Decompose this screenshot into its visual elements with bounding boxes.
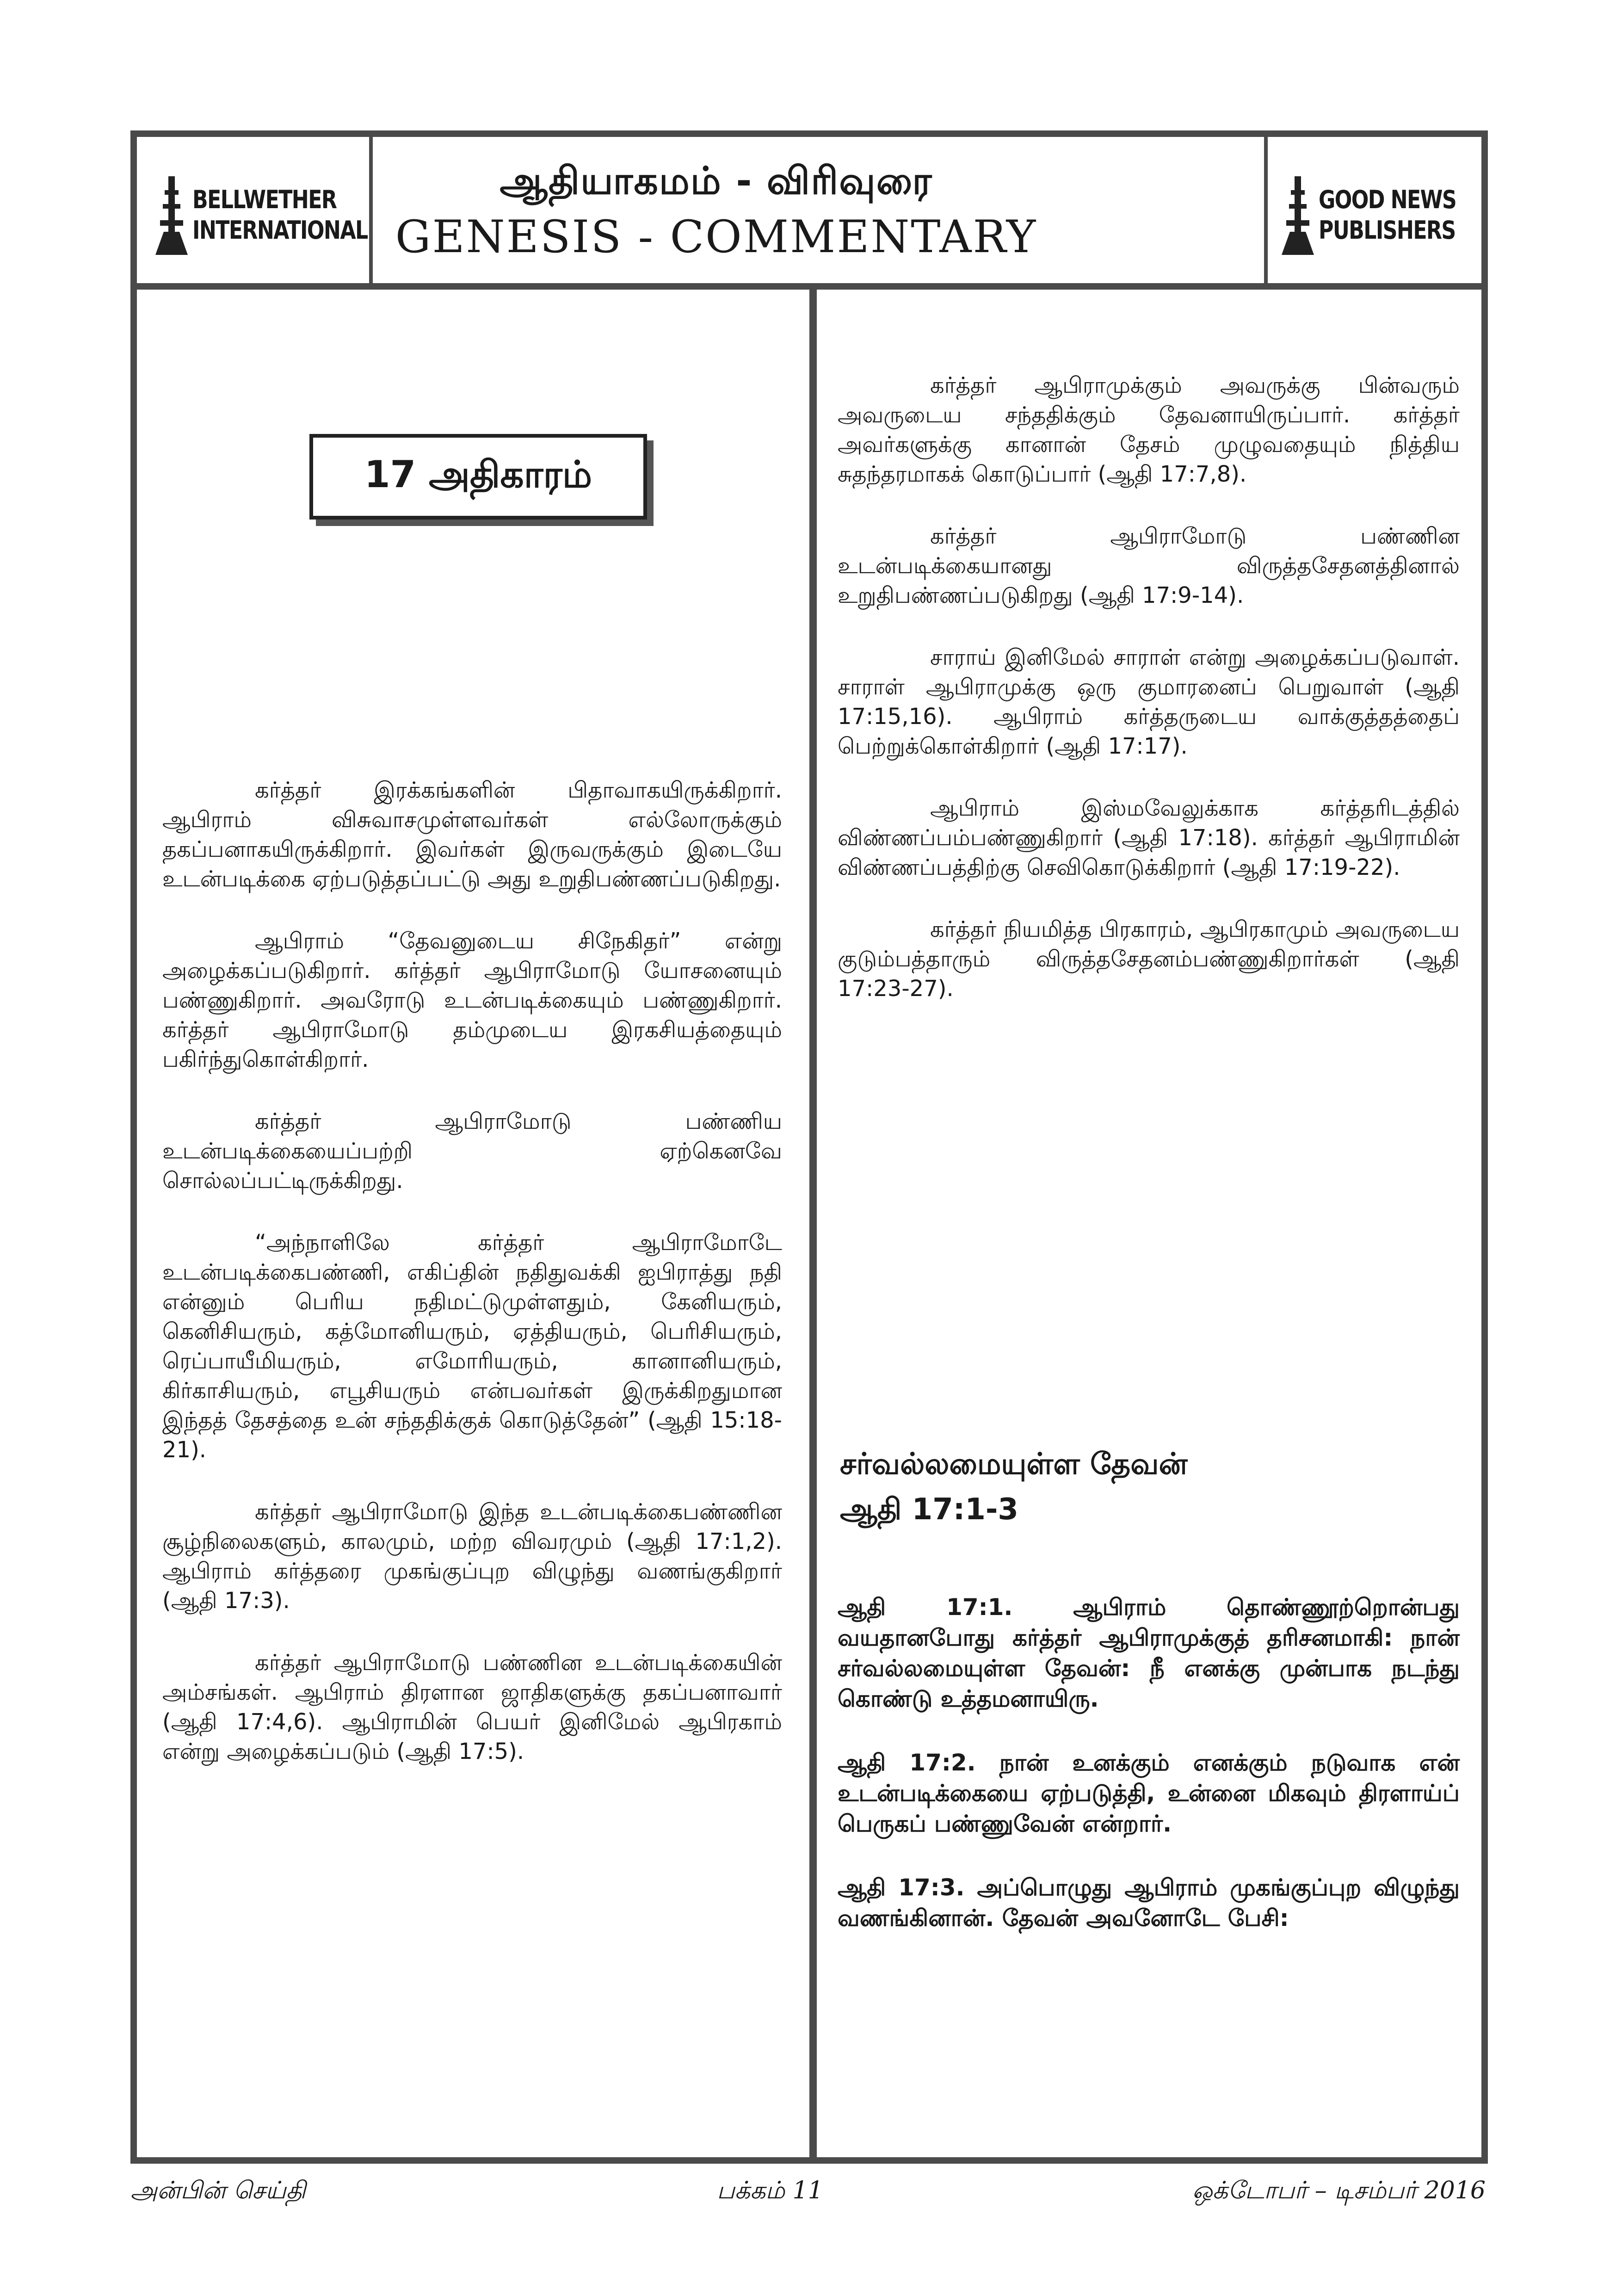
title-english: GENESIS - COMMENTARY xyxy=(395,211,1037,263)
section-heading-line-1: சர்வல்லமையுள்ள தேவன் xyxy=(840,1447,1188,1481)
left-logo-line-2: INTERNATIONAL xyxy=(192,216,368,245)
paragraph: கர்த்தர் ஆபிராமுக்கும் அவருக்கு பின்வரும் அவருடைய சந்ததிக்கும் தேவனாயிருப்பார். கர்த்தர் அவர்களுக்கு கானான் தேசம் முழுவதையும் நித்திய சுதந்தரமாகக் கொடுப்பார் (ஆதி 17:7,8). xyxy=(838,372,1460,487)
tower-icon xyxy=(155,176,188,255)
paragraph: கர்த்தர் நியமித்த பிரகாரம், ஆபிரகாமும் அவருடைய குடும்பத்தாரும் விருத்தசேதனம்பண்ணுகிறார்கள் (ஆதி 17:23-27). xyxy=(838,916,1460,1002)
bellwether-logo xyxy=(155,176,368,255)
footer-magazine: அன்பின் செய்தி xyxy=(130,2177,306,2204)
footer-date: ஒக்டோபர் – டிசம்பர் 2016 xyxy=(1192,2177,1486,2204)
paragraph: கர்த்தர் ஆபிராமோடு பண்ணின உடன்படிக்கையின் அம்சங்கள். ஆபிராம் திரளான ஜாதிகளுக்கு தகப்பனாவார் (ஆதி 17:4,6). ஆபிராமின் பெயர் இனிமேல் ஆபிரகாம் என்று அழைக்கப்படும் (ஆதி 17:5). xyxy=(162,1650,782,1764)
left-logo-line-1: BELLWETHER xyxy=(192,185,337,214)
header xyxy=(137,137,1481,290)
paragraph: ஆபிராம் இஸ்மவேலுக்காக கர்த்தரிடத்தில் விண்ணப்பம்பண்ணுகிறார் (ஆதி 17:18). கர்த்தர் ஆபிராமின் விண்ணப்பத்திற்கு செவிகொடுக்கிறார் (ஆதி 17:19-22). xyxy=(838,795,1460,880)
section-heading-line-2: ஆதி 17:1-3 xyxy=(840,1492,1018,1527)
page-frame xyxy=(130,130,1488,2164)
tower-icon xyxy=(1282,176,1314,255)
paragraph: கர்த்தர் ஆபிராமோடு பண்ணின உடன்படிக்கையானது விருத்தசேதனத்தினால் உறுதிபண்ணப்படுகிறது (ஆதி 17:9-14). xyxy=(838,523,1460,608)
chapter-box: 17 அதிகாரம் xyxy=(309,434,647,520)
right-logo-cell xyxy=(1264,137,1481,283)
paragraph: “அந்நாளிலே கர்த்தர் ஆபிராமோடே உடன்படிக்கைபண்ணி, எகிப்தின் நதிதுவக்கி ஐபிராத்து நதி என்னும் பெரிய நதிமட்டுமுள்ளதும், கேனியரும், கெனிசியரும், கத்மோனியரும், ஏத்தியரும், பெரிசியரும், ரெப்பாயீமியரும், எமோரியரும், கானானியரும், கிர்காசியரும், எபூசியரும் என்பவர்கள் இருக்கிறதுமான இந்தத் தேசத்தை உன் சந்ததிக்குக் கொடுத்தேன்” (ஆதி 15:18-21). xyxy=(162,1230,782,1463)
footer-page-number: பக்கம் 11 xyxy=(717,2177,823,2204)
paragraph: சாராய் இனிமேல் சாராள் என்று அழைக்கப்படுவாள். சாராள் ஆபிராமுக்கு ஒரு குமாரனைப் பெறுவாள் (ஆதி 17:15,16). ஆபிராம் கர்த்தருடைய வாக்குத்தத்தைப் பெற்றுக்கொள்கிறார் (ஆதி 17:17). xyxy=(838,644,1460,759)
right-logo-line-2: PUBLISHERS xyxy=(1319,216,1456,245)
title-tamil: ஆதியாகமம் - விரிவுரை xyxy=(500,159,933,203)
good-news-logo xyxy=(1282,176,1485,255)
paragraph: கர்த்தர் ஆபிராமோடு இந்த உடன்படிக்கைபண்ணின சூழ்நிலைகளும், காலமும், மற்ற விவரமும் (ஆதி 17:1,2). ஆபிராம் கர்த்தரை முகங்குப்புற விழுந்து வணங்குகிறார் (ஆதி 17:3). xyxy=(162,1499,782,1614)
left-column xyxy=(137,290,813,2157)
verse: ஆதி 17:1. ஆபிராம் தொண்ணூற்றொன்பது வயதானபோது கர்த்தர் ஆபிராமுக்குத் தரிசனமாகி: நான் சர்வல்லமையுள்ள தேவன்: நீ எனக்கு முன்பாக நடந்து கொண்டு உத்தமனாயிரு. xyxy=(838,1594,1460,1712)
right-column xyxy=(813,290,1481,2157)
right-text xyxy=(838,371,1460,1003)
left-logo-cell xyxy=(137,137,373,283)
verses xyxy=(838,1592,1460,1967)
verse: ஆதி 17:2. நான் உனக்கும் எனக்கும் நடுவாக என் உடன்படிக்கையை ஏற்படுத்தி, உன்னை மிகவும் திரளாய்ப் பெருகப் பண்ணுவேன் என்றார். xyxy=(838,1749,1460,1837)
right-logo-line-1: GOOD NEWS xyxy=(1319,185,1456,214)
paragraph: கர்த்தர் இரக்கங்களின் பிதாவாகயிருக்கிறார். ஆபிராம் விசுவாசமுள்ளவர்கள் எல்லோருக்கும் தகப்பனாகயிருக்கிறார். இவர்கள் இருவருக்கும் இடையே உடன்படிக்கை ஏற்படுத்தப்பட்டு அது உறுதிபண்ணப்படுகிறது. xyxy=(162,777,782,892)
paragraph: ஆபிராம் “தேவனுடைய சிநேகிதர்” என்று அழைக்கப்படுகிறார். கர்த்தர் ஆபிராமோடு யோசனையும் பண்ணுகிறார். அவரோடு உடன்படிக்கையும் பண்ணுகிறார். கர்த்தர் ஆபிராமோடு தம்முடைய இரகசியத்தையும் பகிர்ந்துகொள்கிறார். xyxy=(162,928,782,1072)
verse: ஆதி 17:3. அப்பொழுது ஆபிராம் முகங்குப்புற விழுந்து வணங்கினான். தேவன் அவனோடே பேசி: xyxy=(838,1874,1460,1931)
paragraph: கர்த்தர் ஆபிராமோடு பண்ணிய உடன்படிக்கையைப்பற்றி ஏற்கெனவே சொல்லப்பட்டிருக்கிறது. xyxy=(162,1108,782,1194)
left-text xyxy=(162,775,782,1766)
section-heading xyxy=(840,1442,1441,1532)
